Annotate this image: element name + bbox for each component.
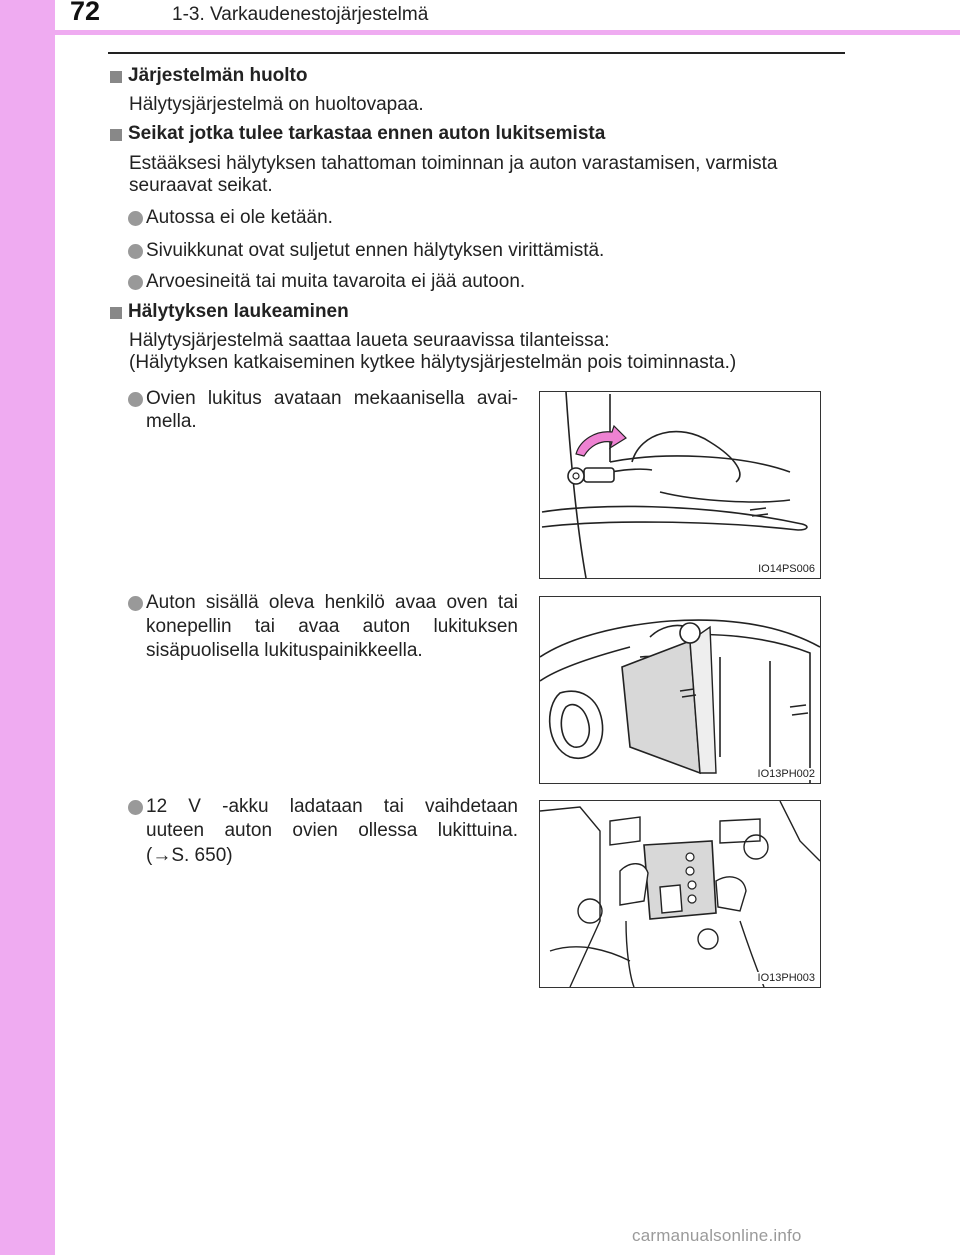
side-color-bar <box>0 0 55 1255</box>
round-bullet-icon <box>128 211 143 226</box>
figure-code: IO13PH003 <box>757 972 815 984</box>
figure-battery <box>539 800 821 988</box>
bullet-text: (→S. 650) <box>146 845 233 866</box>
section-heading: Seikat jotka tulee tarkastaa ennen auton lukitsemista <box>128 123 606 144</box>
square-bullet-icon <box>110 129 122 141</box>
round-bullet-icon <box>128 596 143 611</box>
bullet-text: konepellin tai avaa auton lukituksen <box>146 616 518 637</box>
section-heading: Järjestelmän huolto <box>128 65 308 86</box>
watermark: carmanualsonline.info <box>632 1226 802 1245</box>
body-text: Hälytysjärjestelmä saattaa laueta seuraavissa tilanteissa: <box>129 330 610 351</box>
figure-code: IO13PH002 <box>757 768 815 780</box>
body-text: (Hälytyksen katkaiseminen kytkee hälytysjärjestelmän pois toiminnasta.) <box>129 352 737 373</box>
figure-door-key <box>539 391 821 579</box>
round-bullet-icon <box>128 244 143 259</box>
round-bullet-icon <box>128 392 143 407</box>
figure-interior-door <box>539 596 821 784</box>
bullet-text: mella. <box>146 411 197 432</box>
section-heading: Hälytyksen laukeaminen <box>128 301 349 322</box>
body-text: seuraavat seikat. <box>129 175 273 196</box>
body-text: Hälytysjärjestelmä on huoltovapaa. <box>129 94 424 115</box>
figure-code: IO14PS006 <box>758 563 815 575</box>
bullet-text: Ovien lukitus avataan mekaanisella avai- <box>146 388 518 409</box>
round-bullet-icon <box>128 800 143 815</box>
header-rule <box>108 52 845 54</box>
header-color-bar <box>55 30 960 35</box>
bullet-text: uuteen auton ovien ollessa lukittuina. <box>146 820 518 841</box>
bullet-text: Sivuikkunat ovat suljetut ennen hälytyksen virittämistä. <box>146 240 605 261</box>
body-text: Estääksesi hälytyksen tahattoman toiminnan ja auton varastamisen, varmista <box>129 153 778 174</box>
bullet-text: Autossa ei ole ketään. <box>146 207 333 228</box>
bullet-text: Auton sisällä oleva henkilö avaa oven tai <box>146 592 518 613</box>
section-title: 1-3. Varkaudenestojärjestelmä <box>172 4 429 25</box>
bullet-text: sisäpuolisella lukituspainikkeella. <box>146 640 423 661</box>
round-bullet-icon <box>128 275 143 290</box>
page-number: 72 <box>70 0 101 26</box>
square-bullet-icon <box>110 307 122 319</box>
bullet-text: Arvoesineitä tai muita tavaroita ei jää autoon. <box>146 271 526 292</box>
square-bullet-icon <box>110 71 122 83</box>
bullet-text: 12 V -akku ladataan tai vaihdetaan <box>146 796 518 817</box>
